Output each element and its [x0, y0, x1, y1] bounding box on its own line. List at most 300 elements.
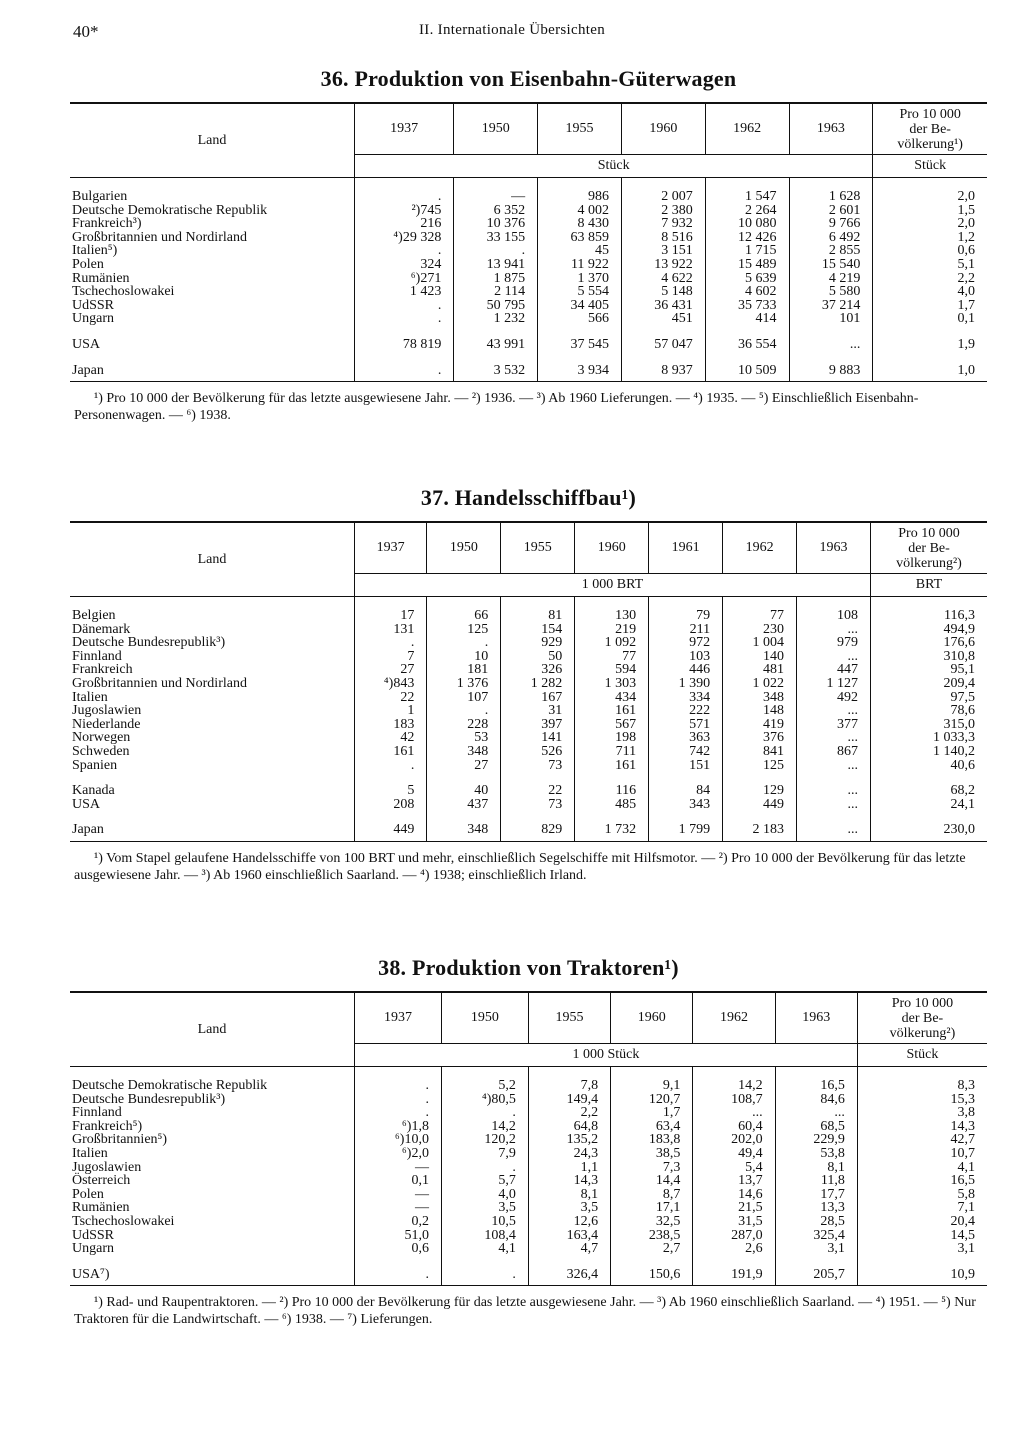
- value-cell: ...: [797, 759, 871, 773]
- value-cell: 2 601: [789, 204, 873, 218]
- value-cell: 1 282: [501, 677, 575, 691]
- value-cell: 1 033,3: [870, 731, 987, 745]
- value-cell: 209,4: [870, 677, 987, 691]
- table-38-section: [70, 955, 987, 1328]
- country-name: Kanada: [72, 783, 115, 799]
- table-row: [70, 650, 987, 664]
- value-cell: 161: [355, 745, 427, 759]
- value-cell: 16,5: [775, 1079, 857, 1093]
- spacer-cell: [355, 597, 427, 610]
- country-name: Polen: [72, 1186, 104, 1202]
- value-cell: 979: [797, 636, 871, 650]
- year-header: 1960: [611, 992, 693, 1044]
- spacer-cell: [427, 597, 501, 610]
- statistics-table: [70, 991, 987, 1286]
- table-row: [70, 1201, 987, 1215]
- value-cell: 929: [501, 636, 575, 650]
- value-cell: 12 426: [705, 231, 789, 245]
- country-name: Italien: [72, 1145, 108, 1161]
- value-cell: 22: [355, 691, 427, 705]
- value-cell: 5 148: [621, 285, 705, 299]
- spacer-cell: [797, 772, 871, 784]
- table-title: 37. Handelsschiffbau¹): [420, 485, 637, 510]
- value-cell: 45: [538, 244, 622, 258]
- table-row: [70, 285, 987, 299]
- table-row: [70, 1079, 987, 1093]
- value-cell: 151: [649, 759, 723, 773]
- table-row: [70, 623, 987, 637]
- spacer-cell: [789, 326, 873, 338]
- value-cell: 78,6: [870, 704, 987, 718]
- table-row: [70, 1161, 987, 1175]
- value-cell: 34 405: [538, 299, 622, 313]
- value-cell: 12,6: [528, 1215, 610, 1229]
- footnote: ¹) Rad- und Raupentraktoren. — ²) Pro 10 000 der Bevölkerung für das letzte ausgewiesene Jahr. — ³) Ab 1960 einschließlich Saarland. — ⁴) 1951. — ⁵) Nur Traktoren für die Landwirtschaft. — ⁶) 1938. — ⁷) Lieferungen.: [74, 1295, 976, 1328]
- table-row: [70, 1106, 987, 1120]
- value-cell: 230,0: [870, 823, 987, 837]
- value-cell: 33 155: [454, 231, 538, 245]
- value-cell: 31: [501, 704, 575, 718]
- value-cell: 3,1: [857, 1242, 987, 1256]
- year-header: 1950: [441, 992, 528, 1044]
- value-cell: 8,1: [775, 1161, 857, 1175]
- spacer-cell: [705, 377, 789, 382]
- value-cell: 129: [723, 784, 797, 798]
- table-row: [70, 745, 987, 759]
- value-cell: 10 509: [705, 364, 789, 378]
- table-row: [70, 1242, 987, 1256]
- value-cell: 3 151: [621, 244, 705, 258]
- value-cell: 84: [649, 784, 723, 798]
- per-capita-header: [870, 522, 987, 574]
- value-cell: 310,8: [870, 650, 987, 664]
- unit-header: Stück: [355, 155, 873, 178]
- country-name: Tschechoslowakei: [72, 1213, 175, 1229]
- value-cell: 1 376: [427, 677, 501, 691]
- value-cell: 377: [797, 718, 871, 732]
- spacer-cell: [355, 1281, 442, 1286]
- year-header: 1962: [693, 992, 775, 1044]
- value-cell: 17,7: [775, 1188, 857, 1202]
- table-row: [70, 299, 987, 313]
- value-cell: ...: [797, 623, 871, 637]
- value-cell: 230: [723, 623, 797, 637]
- value-cell: 38,5: [611, 1147, 693, 1161]
- value-cell: 434: [575, 691, 649, 705]
- country-name: Rumänien: [72, 270, 130, 286]
- value-cell: 449: [355, 823, 427, 837]
- value-cell: 73: [501, 759, 575, 773]
- value-cell: 7,3: [611, 1161, 693, 1175]
- table-row: [70, 663, 987, 677]
- table-end-row: [70, 377, 987, 382]
- value-cell: 1 022: [723, 677, 797, 691]
- country-name: Spanien: [72, 757, 118, 773]
- year-header-row: [70, 522, 987, 574]
- value-cell: ⁶)2,0: [355, 1147, 442, 1161]
- table-row: [70, 1093, 987, 1107]
- per-capita-unit: Stück: [857, 1044, 987, 1067]
- value-cell: 31,5: [693, 1215, 775, 1229]
- value-cell: 0,6: [355, 1242, 442, 1256]
- value-cell: 131: [355, 623, 427, 637]
- value-cell: 161: [575, 704, 649, 718]
- value-cell: 49,4: [693, 1147, 775, 1161]
- value-cell: 202,0: [693, 1133, 775, 1147]
- spacer-row: [70, 352, 987, 364]
- table-row: [70, 1120, 987, 1134]
- value-cell: 216: [355, 217, 454, 231]
- spacer-cell: [857, 1256, 987, 1268]
- value-cell: 2,0: [873, 190, 987, 204]
- value-cell: 4,0: [873, 285, 987, 299]
- value-cell: ...: [789, 338, 873, 352]
- value-cell: 1 732: [575, 823, 649, 837]
- table-row: [70, 823, 987, 837]
- year-header: 1950: [454, 103, 538, 155]
- value-cell: 8 430: [538, 217, 622, 231]
- year-header: 1955: [538, 103, 622, 155]
- spacer-cell: [693, 1256, 775, 1268]
- value-cell: 4 002: [538, 204, 622, 218]
- value-cell: 0,1: [355, 1174, 442, 1188]
- table-title: 36. Produktion von Eisenbahn-Güterwagen: [320, 66, 737, 91]
- value-cell: 343: [649, 798, 723, 812]
- value-cell: —: [454, 190, 538, 204]
- country-name: Polen: [72, 256, 104, 272]
- per-capita-header-line: der Be-: [908, 540, 950, 556]
- spacer-cell: [611, 1256, 693, 1268]
- value-cell: 1 127: [797, 677, 871, 691]
- spacer-cell: [528, 1067, 610, 1080]
- value-cell: 6 492: [789, 231, 873, 245]
- table-title: 38. Produktion von Traktoren¹): [378, 955, 679, 980]
- value-cell: 116,3: [870, 609, 987, 623]
- table-row: [70, 312, 987, 326]
- value-cell: 219: [575, 623, 649, 637]
- value-cell: 101: [789, 312, 873, 326]
- value-cell: 150,6: [611, 1268, 693, 1282]
- value-cell: 40: [427, 784, 501, 798]
- value-cell: 10,9: [857, 1268, 987, 1282]
- value-cell: 43 991: [454, 338, 538, 352]
- value-cell: 325,4: [775, 1229, 857, 1243]
- value-cell: 7: [355, 650, 427, 664]
- value-cell: 11 922: [538, 258, 622, 272]
- spacer-cell: [501, 772, 575, 784]
- spacer-cell: [775, 1067, 857, 1080]
- year-header: 1937: [355, 992, 442, 1044]
- table-end-row: [70, 1281, 987, 1286]
- spacer-cell: [693, 1067, 775, 1080]
- spacer-cell: [797, 597, 871, 610]
- value-cell: 867: [797, 745, 871, 759]
- value-cell: 7,8: [528, 1079, 610, 1093]
- per-capita-header: [857, 992, 987, 1044]
- spacer-cell: [775, 1256, 857, 1268]
- country-name: Großbritannien und Nordirland: [72, 229, 247, 245]
- country-name: USA⁷): [72, 1266, 110, 1282]
- value-cell: 2 007: [621, 190, 705, 204]
- value-cell: 211: [649, 623, 723, 637]
- value-cell: 1,5: [873, 204, 987, 218]
- per-capita-header-line: völkerung²): [889, 1025, 956, 1041]
- value-cell: 16,5: [857, 1174, 987, 1188]
- per-capita-header-line: Pro 10 000: [898, 525, 960, 541]
- per-capita-header-line: völkerung¹): [897, 136, 963, 152]
- value-cell: 15 489: [705, 258, 789, 272]
- value-cell: 81: [501, 609, 575, 623]
- value-cell: .: [355, 759, 427, 773]
- value-cell: 7,1: [857, 1201, 987, 1215]
- value-cell: .: [441, 1161, 528, 1175]
- table-end-row: [70, 837, 987, 842]
- country-name: Ungarn: [72, 1241, 114, 1257]
- value-cell: 986: [538, 190, 622, 204]
- year-header: 1960: [575, 522, 649, 574]
- value-cell: 36 431: [621, 299, 705, 313]
- spacer-cell: [441, 1256, 528, 1268]
- value-cell: 141: [501, 731, 575, 745]
- value-cell: 64,8: [528, 1120, 610, 1134]
- value-cell: 567: [575, 718, 649, 732]
- country-name: Deutsche Bundesrepublik³): [72, 635, 226, 651]
- table-row: [70, 691, 987, 705]
- value-cell: 97,5: [870, 691, 987, 705]
- value-cell: 334: [649, 691, 723, 705]
- value-cell: 229,9: [775, 1133, 857, 1147]
- value-cell: 446: [649, 663, 723, 677]
- land-header: Land: [70, 992, 355, 1067]
- value-cell: 2,7: [611, 1242, 693, 1256]
- value-cell: 0,1: [873, 312, 987, 326]
- value-cell: 829: [501, 823, 575, 837]
- value-cell: 485: [575, 798, 649, 812]
- value-cell: ...: [797, 798, 871, 812]
- value-cell: 566: [538, 312, 622, 326]
- spacer-cell: [723, 837, 797, 842]
- value-cell: 42: [355, 731, 427, 745]
- value-cell: .: [355, 312, 454, 326]
- table-row: [70, 609, 987, 623]
- value-cell: 15 540: [789, 258, 873, 272]
- spacer-cell: [870, 837, 987, 842]
- value-cell: 324: [355, 258, 454, 272]
- year-header: 1963: [797, 522, 871, 574]
- country-name: Deutsche Demokratische Republik: [72, 1078, 268, 1093]
- table-row: [70, 759, 987, 773]
- value-cell: 526: [501, 745, 575, 759]
- spacer-cell: [775, 1281, 857, 1286]
- value-cell: 0,6: [873, 244, 987, 258]
- value-cell: .: [355, 364, 454, 378]
- footnote: ¹) Pro 10 000 der Bevölkerung für das letzte ausgewiesene Jahr. — ²) 1936. — ³) Ab 1960 Lieferungen. — ⁴) 1935. — ⁵) Einschließlich Eisenbahn-Personenwagen. — ⁶) 1938.: [74, 391, 919, 424]
- spacer-cell: [355, 811, 427, 823]
- value-cell: 4 622: [621, 272, 705, 286]
- value-cell: ...: [797, 704, 871, 718]
- value-cell: 2 183: [723, 823, 797, 837]
- value-cell: 10,5: [441, 1215, 528, 1229]
- value-cell: 419: [723, 718, 797, 732]
- year-header: 1955: [528, 992, 610, 1044]
- value-cell: 3 934: [538, 364, 622, 378]
- year-header: 1960: [621, 103, 705, 155]
- unit-header: 1 000 Stück: [355, 1044, 858, 1067]
- statistics-table: [70, 102, 987, 382]
- value-cell: 14,5: [857, 1229, 987, 1243]
- spacer-cell: [501, 597, 575, 610]
- country-name: USA: [72, 796, 101, 812]
- value-cell: 4,0: [441, 1188, 528, 1202]
- value-cell: 1: [355, 704, 427, 718]
- spacer-cell: [501, 811, 575, 823]
- value-cell: ...: [775, 1106, 857, 1120]
- value-cell: 5,2: [441, 1079, 528, 1093]
- table-row: [70, 338, 987, 352]
- value-cell: 5,1: [873, 258, 987, 272]
- value-cell: ⁴)29 328: [355, 231, 454, 245]
- value-cell: 1 423: [355, 285, 454, 299]
- value-cell: 414: [705, 312, 789, 326]
- value-cell: 5: [355, 784, 427, 798]
- value-cell: 1,1: [528, 1161, 610, 1175]
- per-capita-header: [873, 103, 987, 155]
- value-cell: 492: [797, 691, 871, 705]
- value-cell: 73: [501, 798, 575, 812]
- year-header-row: [70, 103, 987, 155]
- value-cell: ...: [797, 784, 871, 798]
- value-cell: 1,2: [873, 231, 987, 245]
- value-cell: 161: [575, 759, 649, 773]
- value-cell: 53: [427, 731, 501, 745]
- country-name: Jugoslawien: [72, 1159, 142, 1175]
- per-capita-header-line: Pro 10 000: [899, 106, 961, 122]
- spacer-row: [70, 1256, 987, 1268]
- value-cell: 1 232: [454, 312, 538, 326]
- value-cell: .: [427, 704, 501, 718]
- value-cell: 57 047: [621, 338, 705, 352]
- value-cell: .: [454, 244, 538, 258]
- year-header: 1961: [649, 522, 723, 574]
- value-cell: 742: [649, 745, 723, 759]
- value-cell: 14,2: [441, 1120, 528, 1134]
- spacer-cell: [649, 597, 723, 610]
- value-cell: 36 554: [705, 338, 789, 352]
- spacer-cell: [355, 1256, 442, 1268]
- value-cell: 125: [427, 623, 501, 637]
- value-cell: 27: [427, 759, 501, 773]
- value-cell: 4,1: [441, 1242, 528, 1256]
- spacer-cell: [427, 772, 501, 784]
- value-cell: 8 937: [621, 364, 705, 378]
- value-cell: 37 214: [789, 299, 873, 313]
- value-cell: 13 941: [454, 258, 538, 272]
- country-name: Rumänien: [72, 1200, 130, 1216]
- spacer-cell: [70, 1256, 355, 1268]
- value-cell: 1 370: [538, 272, 622, 286]
- value-cell: 9,1: [611, 1079, 693, 1093]
- value-cell: 376: [723, 731, 797, 745]
- value-cell: 50 795: [454, 299, 538, 313]
- value-cell: 14,6: [693, 1188, 775, 1202]
- value-cell: 2,6: [693, 1242, 775, 1256]
- value-cell: ⁶)1,8: [355, 1120, 442, 1134]
- year-header: 1937: [355, 103, 454, 155]
- value-cell: 5,8: [857, 1188, 987, 1202]
- value-cell: 14,3: [528, 1174, 610, 1188]
- table-row: [70, 217, 987, 231]
- value-cell: 79: [649, 609, 723, 623]
- country-name: Großbritannien⁵): [72, 1132, 168, 1148]
- spacer-cell: [355, 837, 427, 842]
- value-cell: 14,3: [857, 1120, 987, 1134]
- table-row: [70, 718, 987, 732]
- value-cell: 42,7: [857, 1133, 987, 1147]
- spacer-cell: [355, 352, 454, 364]
- country-name: UdSSR: [72, 297, 115, 313]
- table-row: [70, 231, 987, 245]
- value-cell: 13,7: [693, 1174, 775, 1188]
- country-name: Frankreich: [72, 662, 133, 678]
- unit-header: 1 000 BRT: [355, 574, 871, 597]
- value-cell: 348: [427, 823, 501, 837]
- value-cell: 149,4: [528, 1093, 610, 1107]
- spacer-cell: [693, 1281, 775, 1286]
- table-row: [70, 1147, 987, 1161]
- value-cell: .: [355, 1106, 442, 1120]
- country-name: Belgien: [72, 608, 116, 623]
- spacer-cell: [427, 837, 501, 842]
- value-cell: 10 080: [705, 217, 789, 231]
- value-cell: 13 922: [621, 258, 705, 272]
- country-name: Niederlande: [72, 716, 141, 732]
- value-cell: .: [355, 1268, 442, 1282]
- value-cell: 167: [501, 691, 575, 705]
- value-cell: 77: [575, 650, 649, 664]
- value-cell: 14,4: [611, 1174, 693, 1188]
- table-row: [70, 364, 987, 378]
- value-cell: 3,8: [857, 1106, 987, 1120]
- table-row: [70, 244, 987, 258]
- value-cell: 0,2: [355, 1215, 442, 1229]
- value-cell: 10: [427, 650, 501, 664]
- value-cell: 3 532: [454, 364, 538, 378]
- value-cell: 447: [797, 663, 871, 677]
- value-cell: 8,1: [528, 1188, 610, 1202]
- spacer-cell: [797, 811, 871, 823]
- country-name: Deutsche Demokratische Republik: [72, 202, 268, 218]
- value-cell: 35 733: [705, 299, 789, 313]
- footnote: ¹) Vom Stapel gelaufene Handelsschiffe von 100 BRT und mehr, einschließlich Segelschiffe mit Hilfsmotor. — ²) Pro 10 000 der Bevölkerung für das letzte ausgewiesene Jahr. — ³) Ab 1960 einschließlich Saarland. — ⁴) 1938; einschließlich Irland.: [74, 850, 966, 883]
- value-cell: 4,7: [528, 1242, 610, 1256]
- country-name: Schweden: [72, 743, 130, 759]
- table-row: [70, 204, 987, 218]
- value-cell: 140: [723, 650, 797, 664]
- value-cell: 1,7: [873, 299, 987, 313]
- value-cell: 154: [501, 623, 575, 637]
- year-header: 1963: [789, 103, 873, 155]
- value-cell: 181: [427, 663, 501, 677]
- value-cell: ...: [797, 823, 871, 837]
- value-cell: 40,6: [870, 759, 987, 773]
- country-name: Jugoslawien: [72, 703, 142, 719]
- value-cell: 238,5: [611, 1229, 693, 1243]
- value-cell: 24,3: [528, 1147, 610, 1161]
- country-name: Dänemark: [72, 621, 131, 637]
- value-cell: 5,7: [441, 1174, 528, 1188]
- value-cell: 3,5: [441, 1201, 528, 1215]
- value-cell: ⁴)80,5: [441, 1093, 528, 1107]
